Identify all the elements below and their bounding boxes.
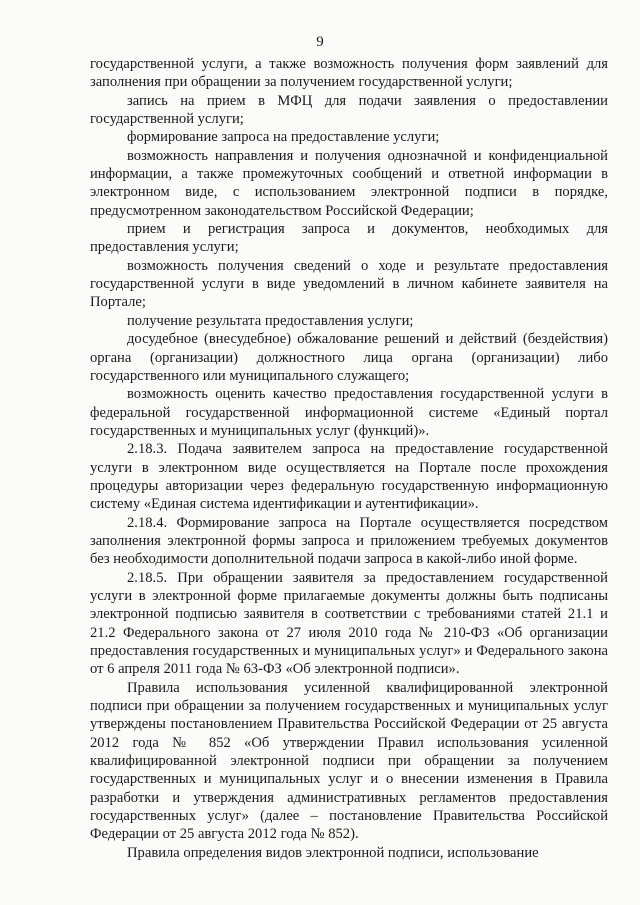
paragraph-registration: прием и регистрация запроса и документов, необходимых для предоставления услуги;	[90, 221, 608, 256]
paragraph-request-forming: формирование запроса на предоставление услуги;	[127, 129, 440, 146]
paragraph-2-18-4: 2.18.4. Формирование запроса на Портале осуществляется посредством заполнения электронной формы запроса и приложением требуемых документов без необходимости дополнительной подачи запроса в какой-либо иной форме.	[90, 514, 608, 568]
paragraph-appeal: досудебное (внесудебное) обжалование решений и действий (бездействия) органа (организации) должностного лица органа (организации) либо государственного или муниципального служащего;	[90, 331, 608, 384]
paragraph-continuation: государственной услуги, а также возможность получения форм заявлений для заполнения при обращении за получением государственной услуги;	[90, 56, 608, 91]
paragraph-signature-rules: Правила использования усиленной квалифицированной электронной подписи при обращении за получением государственных и муниципальных услуг утверждены постановлением Правительства Российской Федерации от 25 августа 2012 года № 852 «Об утверждении Правил использования усиленной квалифицированной электронной подписи при обращении за получением государственных и муниципальных услуг и о внесении изменения в Правила разработки и утверждения административных регламентов предоставления государственных услуг» (далее – постановление Правительства Российской Федерации от 25 августа 2012 года № 852).	[90, 679, 608, 843]
paragraph-quality-rating: возможность оценить качество предоставления государственной услуги в федеральной государственной информационной системе «Единый портал государственных и муниципальных услуг (функций)».	[90, 386, 608, 439]
paragraph-info-exchange: возможность направления и получения однозначной и конфиденциальной информации, а также промежуточных сообщений и ответной информации в электронном виде, с использованием электронной подписи в порядке, предусмотренном законодательством Российской Федерации;	[90, 147, 608, 219]
paragraph-2-18-3: 2.18.3. Подача заявителем запроса на предоставление государственной услуги в электронном виде осуществляется на Портале после прохождения процедуры авторизации через федеральную государственную информационную систему «Единая система идентификации и аутентификации».	[90, 441, 608, 513]
paragraph-mfc-appointment: запись на прием в МФЦ для подачи заявления о предоставлении государственной услуги;	[90, 92, 608, 128]
paragraph-signature-types: Правила определения видов электронной подписи, использование	[127, 844, 539, 861]
document-body	[90, 55, 608, 862]
page-number: 9	[316, 34, 324, 50]
paragraph-2-18-5: 2.18.5. При обращении заявителя за предоставлением государственной услуги в электронной форме прилагаемые документы должны быть подписаны электронной подписью заявителя в соответствии с требованиями статей 21.1 и 21.2 Федерального закона от 27 июля 2010 года № 210-ФЗ «Об организации предоставления государственных и муниципальных услуг» и Федерального закона от 6 апреля 2011 года № 63-ФЗ «Об электронной подписи».	[90, 569, 608, 678]
paragraph-status-info: возможность получения сведений о ходе и результате предоставления государственной услуги в виде уведомлений в личном кабинете заявителя на Портале;	[90, 257, 608, 311]
paragraph-result: получение результата предоставления услуги;	[127, 312, 414, 329]
